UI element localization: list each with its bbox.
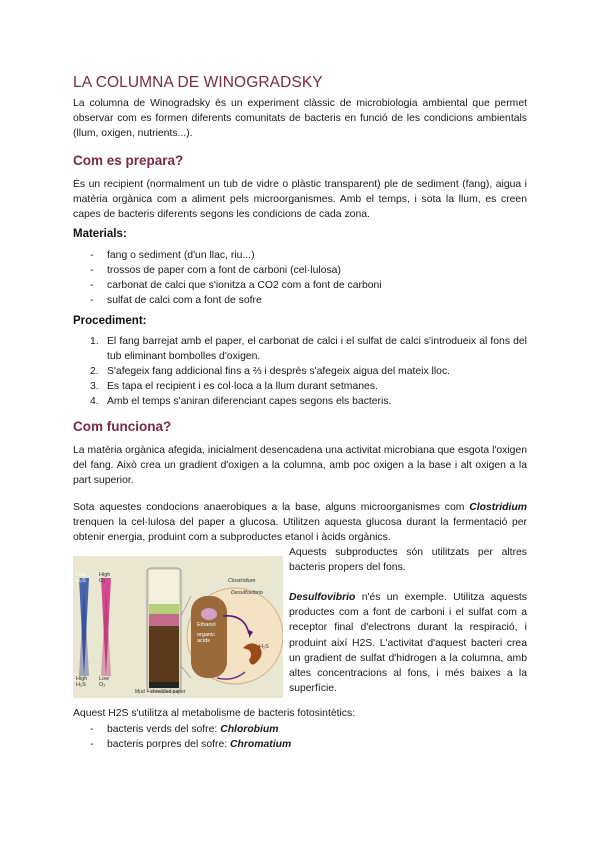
list-item: 4. Amb el temps s'aniran diferenciant capes segons els bacteris. xyxy=(90,396,392,407)
list-item: - trossos de paper com a font de carboni (cel·lulosa) xyxy=(73,263,382,278)
how-paragraph-4: Desulfovibrio n'és un exemple. Utilitza aquests productes com a font de carboni i el sulfat com a receptor final d'electrons durant la respiració, i produint així H2S. L'activitat d'aquest bacteri crea un gradient de sulfat d'hidrogen a la columna, amb altes concentracions al fons, i més baixes a la superfície. xyxy=(289,592,527,695)
label-high-h2s: High H₂S xyxy=(76,676,88,688)
list-item: - bacteris verds del sofre: Chlorobium xyxy=(73,722,291,737)
heading-procedure: Procediment: xyxy=(73,315,147,327)
how-paragraph-1: La matèria orgànica afegida, inicialment desencadena una activitat microbiana que esgota l'oxigen del fang. Això crea un gradient d'oxigen a la columna, amb poc oxigen a la base i alt oxigen a la part superior. xyxy=(73,445,527,487)
heading-how: Com funciona? xyxy=(73,419,172,434)
how-paragraph-2: Sota aquestes condocions anaerobiques a la base, alguns microorganismes com Clostridium trenquen la cel·lulosa del paper a glucosa. Utilitzen aquesta glucosa durant la fermentació per obtenir energia, produint com a subproductes etanol i àcids orgànics. xyxy=(73,502,527,544)
label-desulfovibrio: Desulfovibrio xyxy=(231,590,263,596)
list-item: - sulfat de calci com a font de sofre xyxy=(73,293,382,308)
list-item: - fang o sediment (d'un llac, riu...) xyxy=(73,248,382,263)
label-mud: Mud + shredded paper xyxy=(135,689,186,695)
label-h2s: H₂S xyxy=(259,644,269,650)
intro-paragraph: La columna de Winogradsky és un experiment clàssic de microbiologia ambiental que permet observar com es formen diferents comunitats de bacteris en funció de les condicions ambientals (llum, oxigen, nutrients...). xyxy=(73,98,527,140)
bacteria-list xyxy=(73,722,291,752)
label-high-o2: High O₂ xyxy=(99,572,111,584)
procedure-list xyxy=(73,334,527,409)
how-paragraph-3: Aquests subproductes són utilitzats per altres bacteris propers del fons. xyxy=(289,547,527,574)
label-clostridium: Clostridium xyxy=(228,578,256,584)
list-item: 2. S'afegeix fang addicional fins a ⅔ i després s'afegeix aigua del mateix lloc. xyxy=(90,366,451,377)
label-low-o2: Low O₂ xyxy=(99,676,110,688)
list-item: - bacteris porpres del sofre: Chromatium xyxy=(73,737,291,752)
how-paragraph-5: Aquest H2S s'utilitza al metabolisme de bacteris fotosintètics: xyxy=(73,708,356,719)
prep-paragraph: És un recipient (normalment un tub de vidre o plàstic transparent) ple de sediment (fang), aigua i matèria orgànica com a aliment pels microorganismes. Amb el temps, i sota la llum, es creen capes de bacteris diferents segons les condicions de cada zona. xyxy=(73,179,527,221)
heading-prep: Com es prepara? xyxy=(73,153,184,168)
materials-list xyxy=(73,248,382,308)
heading-materials: Materials: xyxy=(73,228,127,240)
page-title: LA COLUMNA DE WINOGRADSKY xyxy=(73,74,323,91)
list-item: 3. Es tapa el recipient i es col·loca a la llum durant setmanes. xyxy=(90,381,378,392)
label-organic-acids: organic acids xyxy=(197,632,216,644)
label-low-h2s: Low H₂S xyxy=(76,572,87,584)
list-item: 1. El fang barrejat amb el paper, el carbonat de calci i el sulfat de calci s'introdueix al fons del tub eliminant bombolles d'oxigen. xyxy=(90,336,527,362)
winogradsky-diagram xyxy=(73,556,283,698)
label-ethanol: Ethanol xyxy=(197,622,216,628)
list-item: - carbonat de calci que s'ionitza a CO2 com a font de carboni xyxy=(73,278,382,293)
